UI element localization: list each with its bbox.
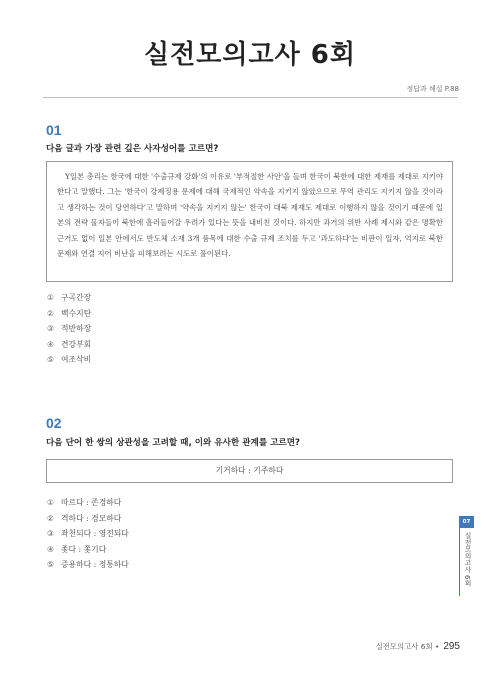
question-number-1: 01	[46, 122, 62, 138]
side-tab-line	[459, 516, 460, 596]
choice-option[interactable]: ⑤ 증용하다 : 정통하다	[47, 560, 129, 569]
header-divider	[43, 97, 458, 98]
page-footer	[376, 641, 460, 652]
chapter-badge: 07	[459, 516, 474, 528]
choice-list-2	[47, 495, 129, 573]
chapter-side-tab	[459, 516, 474, 596]
example-pair-box: 기거하다 : 기주하다	[46, 459, 453, 483]
choice-option[interactable]: ① 따르다 : 존경하다	[47, 498, 122, 507]
question-prompt-1: 다음 글과 가장 관련 깊은 사자성어를 고르면?	[46, 144, 219, 154]
choice-option[interactable]: ⑤ 여조삭비	[47, 355, 92, 364]
chapter-label: 실전모의고사 6회	[463, 532, 471, 587]
choice-option[interactable]: ④ 좇다 : 쫓기다	[47, 544, 107, 554]
footer-label: 실전모의고사 6회 •	[375, 642, 440, 651]
answer-reference: 정답과 해설 P.88	[406, 85, 459, 93]
choice-list-1	[47, 290, 91, 368]
question-number-2: 02	[46, 415, 62, 431]
question-prompt-2: 다음 단어 한 쌍의 상관성을 고려할 때, 이와 유사한 관계를 고르면?	[46, 438, 301, 448]
reading-passage	[46, 161, 453, 282]
choice-option[interactable]: ④ 견강부회	[47, 339, 92, 349]
choice-option[interactable]: ② 백수지탄	[47, 308, 92, 318]
passage-text: Y일본 총리는 한국에 대한 '수출규제 강화'의 이유로 '부적절한 사안'을 들며 한국이 북한에 대한 제재를 제대로 지키야 한다고 말했다. 그는 '한국이 강제징용 문제에 대해 국제적인 약속을 지키지 않았으므로 무역 관리도 지키지 않을 것이라고 생각하는 것이 당연하다'고 말하며 '약속을 지키지 않는' 한국이 대북 제재도 제대로 이행하지 않을 것이기 때문에 일본의 전략 물자들이 북한에 흘러들어갈 우려가 있다는 뜻을 내비친 것이다. 하지만 과거의 위반 사례 제시와 같은 명확한 근거도 없이 일본 안에서도 반도체 소재 3개 품목에 대한 수출 규제 조치를 두고 '과도하다'는 비판이 일자, 억지로 북한 문제와 연결 지어 비난을 피해보려는 시도로 풀이된다.	[57, 172, 443, 259]
choice-option[interactable]: ③ 적반하장	[47, 324, 92, 333]
page-title: 실전모의고사 6회	[144, 40, 356, 70]
page-number: 295	[443, 641, 460, 652]
choice-option[interactable]: ② 격하다 : 경모하다	[47, 513, 122, 523]
choice-option[interactable]: ③ 좌천되다 : 영전되다	[47, 529, 129, 538]
choice-option[interactable]: ① 구곡간장	[47, 293, 92, 302]
